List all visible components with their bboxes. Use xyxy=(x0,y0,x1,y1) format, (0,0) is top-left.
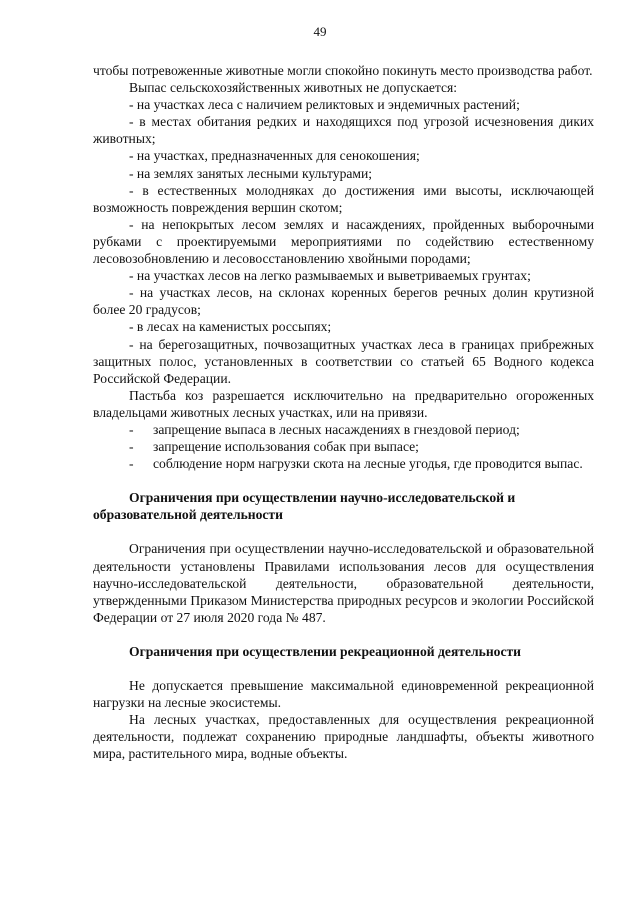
list-item xyxy=(93,455,594,472)
paragraph: На лесных участках, предоставленных для осуществления рекреационной деятельности, подлежат сохранению природные ландшафты, объекты животного мира, растительного мира, водные объекты. xyxy=(93,712,594,762)
paragraph: чтобы потревоженные животные могли спокойно покинуть место производства работ. xyxy=(93,63,593,78)
pasture-conditions-list xyxy=(93,421,594,472)
list-item: - в местах обитания редких и находящихся под угрозой исчезновения диких животных; xyxy=(93,114,594,147)
list-dash: - xyxy=(129,421,134,437)
list-dash: - xyxy=(129,439,134,455)
list-item: - на землях занятых лесными культурами; xyxy=(129,165,373,181)
list-item: - в естественных молодняках до достижения ими высоты, исключающей возможность повреждения вершин скотом; xyxy=(93,182,594,215)
list-item: - на участках, предназначенных для сенокошения; xyxy=(129,148,420,164)
document-body xyxy=(93,62,594,762)
list-item-text: соблюдение норм нагрузки скота на лесные угодья, где проводится выпас. xyxy=(153,456,583,472)
list-item xyxy=(93,438,594,455)
section-heading-research: Ограничения при осуществлении научно-исследовательской и образовательной деятельности xyxy=(93,490,516,523)
grazing-restrictions-list xyxy=(93,96,594,387)
paragraph: Выпас сельскохозяйственных животных не допускается: xyxy=(129,80,458,96)
section-heading-recreation: Ограничения при осуществлении рекреационной деятельности xyxy=(129,643,521,659)
list-item: - на непокрытых лесом землях и насаждениях, пройденных выборочными рубками с проектируемыми мероприятиями по содействию естественному лесовозобновлению и лесовосстановлению хвойными породами; xyxy=(93,216,594,267)
list-item: - на участках лесов, на склонах коренных берегов речных долин крутизной более 20 градусов; xyxy=(93,285,594,318)
list-item: - на участках лесов на легко размываемых и выветриваемых грунтах; xyxy=(129,268,531,284)
list-item xyxy=(93,421,594,438)
list-item-text: запрещение использования собак при выпасе; xyxy=(153,439,419,455)
paragraph: Не допускается превышение максимальной единовременной рекреационной нагрузки на лесные экосистемы. xyxy=(93,678,594,711)
paragraph: Пастьба коз разрешается исключительно на предварительно огороженных владельцами животных лесных участках, или на привязи. xyxy=(93,387,594,420)
list-item-text: запрещение выпаса в лесных насаждениях в гнездовой период; xyxy=(153,421,520,437)
paragraph: Ограничения при осуществлении научно-исследовательской и образовательной деятельности установлены Правилами использования лесов для осуществления научно-исследовательской деятельности, образовательной деятельности, утвержденными Приказом Министерства природных ресурсов и экологии Российской Федерации от 27 июля 2020 года № 487. xyxy=(93,541,594,625)
list-item: - на участках леса с наличием реликтовых и эндемичных растений; xyxy=(129,97,520,113)
list-dash: - xyxy=(129,456,134,472)
list-item: - в лесах на каменистых россыпях; xyxy=(129,319,332,335)
list-item: - на берегозащитных, почвозащитных участках леса в границах прибрежных защитных полос, установленных в соответствии со статьей 65 Водного кодекса Российской Федерации. xyxy=(93,336,594,386)
page-number: 49 xyxy=(313,24,327,39)
